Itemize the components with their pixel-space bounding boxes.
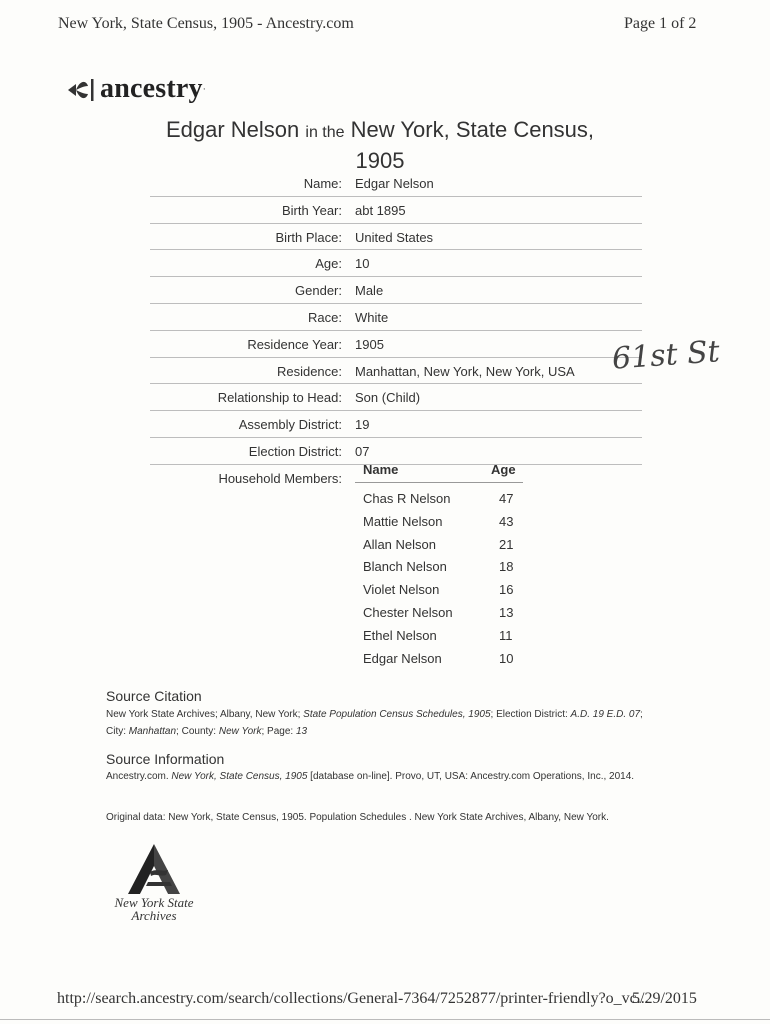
household-row [355,647,523,670]
title-collection-line1: New York, State Census, [350,117,595,142]
handwritten-annotation: 61st St [610,334,721,377]
member-name: Edgar Nelson [363,650,442,666]
record-row [150,358,642,385]
nys-archives-logo-text: New York State Archives [114,895,194,923]
record-row [150,197,642,224]
member-age: 16 [499,582,514,598]
record-label: Residence Year: [247,336,342,352]
title-person-name: Edgar Nelson [165,117,300,142]
member-age: 18 [499,559,514,575]
household-row [355,487,523,510]
print-header-page-number: Page 1 of 2 [624,15,697,32]
record-value: White [355,309,389,325]
record-row [150,250,642,277]
member-age: 10 [499,650,514,666]
ancestry-logo-text: ancestry [100,73,203,104]
record-value: Son (Child) [355,390,421,406]
record-value: Edgar Nelson [355,176,434,191]
record-row [150,277,642,304]
ancestry-logo-mark: · [202,84,206,94]
member-name: Chas R Nelson [363,491,451,506]
household-age-header: Age [491,462,516,477]
record-label: Relationship to Head: [217,390,342,406]
household-row [355,624,523,647]
nys-archives-logo-icon [110,842,210,898]
record-value: 1905 [355,336,384,352]
ancestry-logo [66,71,206,107]
record-row [150,411,642,438]
household-members-table [355,456,523,669]
household-row [355,533,523,556]
member-age: 13 [499,604,514,620]
record-label: Assembly District: [238,417,342,433]
record-value: Manhattan, New York, New York, USA [355,363,575,379]
record-row [150,304,642,331]
household-row [355,510,523,533]
page-title [150,116,610,175]
member-age: 11 [499,627,513,643]
household-row [355,555,523,578]
record-row [150,170,642,197]
record-value: 19 [355,417,370,433]
member-name: Blanch Nelson [363,559,447,575]
record-label: Election District: [248,443,342,459]
record-value: 07 [355,443,370,459]
title-collection-line2: 1905 [355,148,405,173]
record-label: Name: [303,176,342,191]
record-value: Male [355,283,384,299]
original-data-text: Original data: New York, State Census, 1905. Population Schedules . New York State Archives, Albany, New York. [106,812,609,823]
member-age: 47 [499,491,514,506]
member-age: 43 [499,513,514,529]
print-header-title: New York, State Census, 1905 - Ancestry.com [58,15,354,32]
record-label: Household Members: [218,470,342,486]
member-name: Chester Nelson [363,604,453,620]
print-footer-url: http://search.ancestry.com/search/collections/General-7364/7252877/printer-friendly?o_vc... [57,990,649,1007]
member-name: Allan Nelson [363,536,436,552]
source-citation-text: New York State Archives; Albany, New York; State Population Census Schedules, 1905; Election District: A.D. 19 E.D. 07; City: Manhattan; County: New York; Page: 13 [106,709,643,737]
record-label: Birth Year: [282,202,342,218]
ancestry-leaf-icon [66,76,96,102]
source-information-text: Ancestry.com. New York, State Census, 1905 [database on-line]. Provo, UT, USA: Ancestry.com Operations, Inc., 2014. [106,771,635,782]
record-label: Gender: [295,283,342,299]
title-in-the: in the [305,124,345,141]
bottom-divider [0,1019,770,1020]
record-row [150,331,642,358]
source-information-title: Source Information [106,751,225,767]
household-header [355,456,523,483]
record-value: United States [355,229,434,245]
print-footer-date: 5/29/2015 [632,990,697,1007]
record-value: 10 [355,256,370,272]
record-value: abt 1895 [355,202,406,218]
record-details [150,170,642,491]
record-row [150,224,642,251]
record-label: Race: [308,309,342,325]
household-row [355,601,523,624]
record-label: Residence: [276,363,342,379]
member-name: Ethel Nelson [363,627,437,643]
source-citation-title: Source Citation [106,688,202,704]
household-name-header: Name [363,462,399,477]
member-name: Mattie Nelson [363,513,443,529]
member-name: Violet Nelson [363,582,440,598]
record-row [150,384,642,411]
household-row [355,578,523,601]
record-label: Birth Place: [275,229,342,245]
member-age: 21 [499,536,514,552]
record-label: Age: [315,256,342,272]
